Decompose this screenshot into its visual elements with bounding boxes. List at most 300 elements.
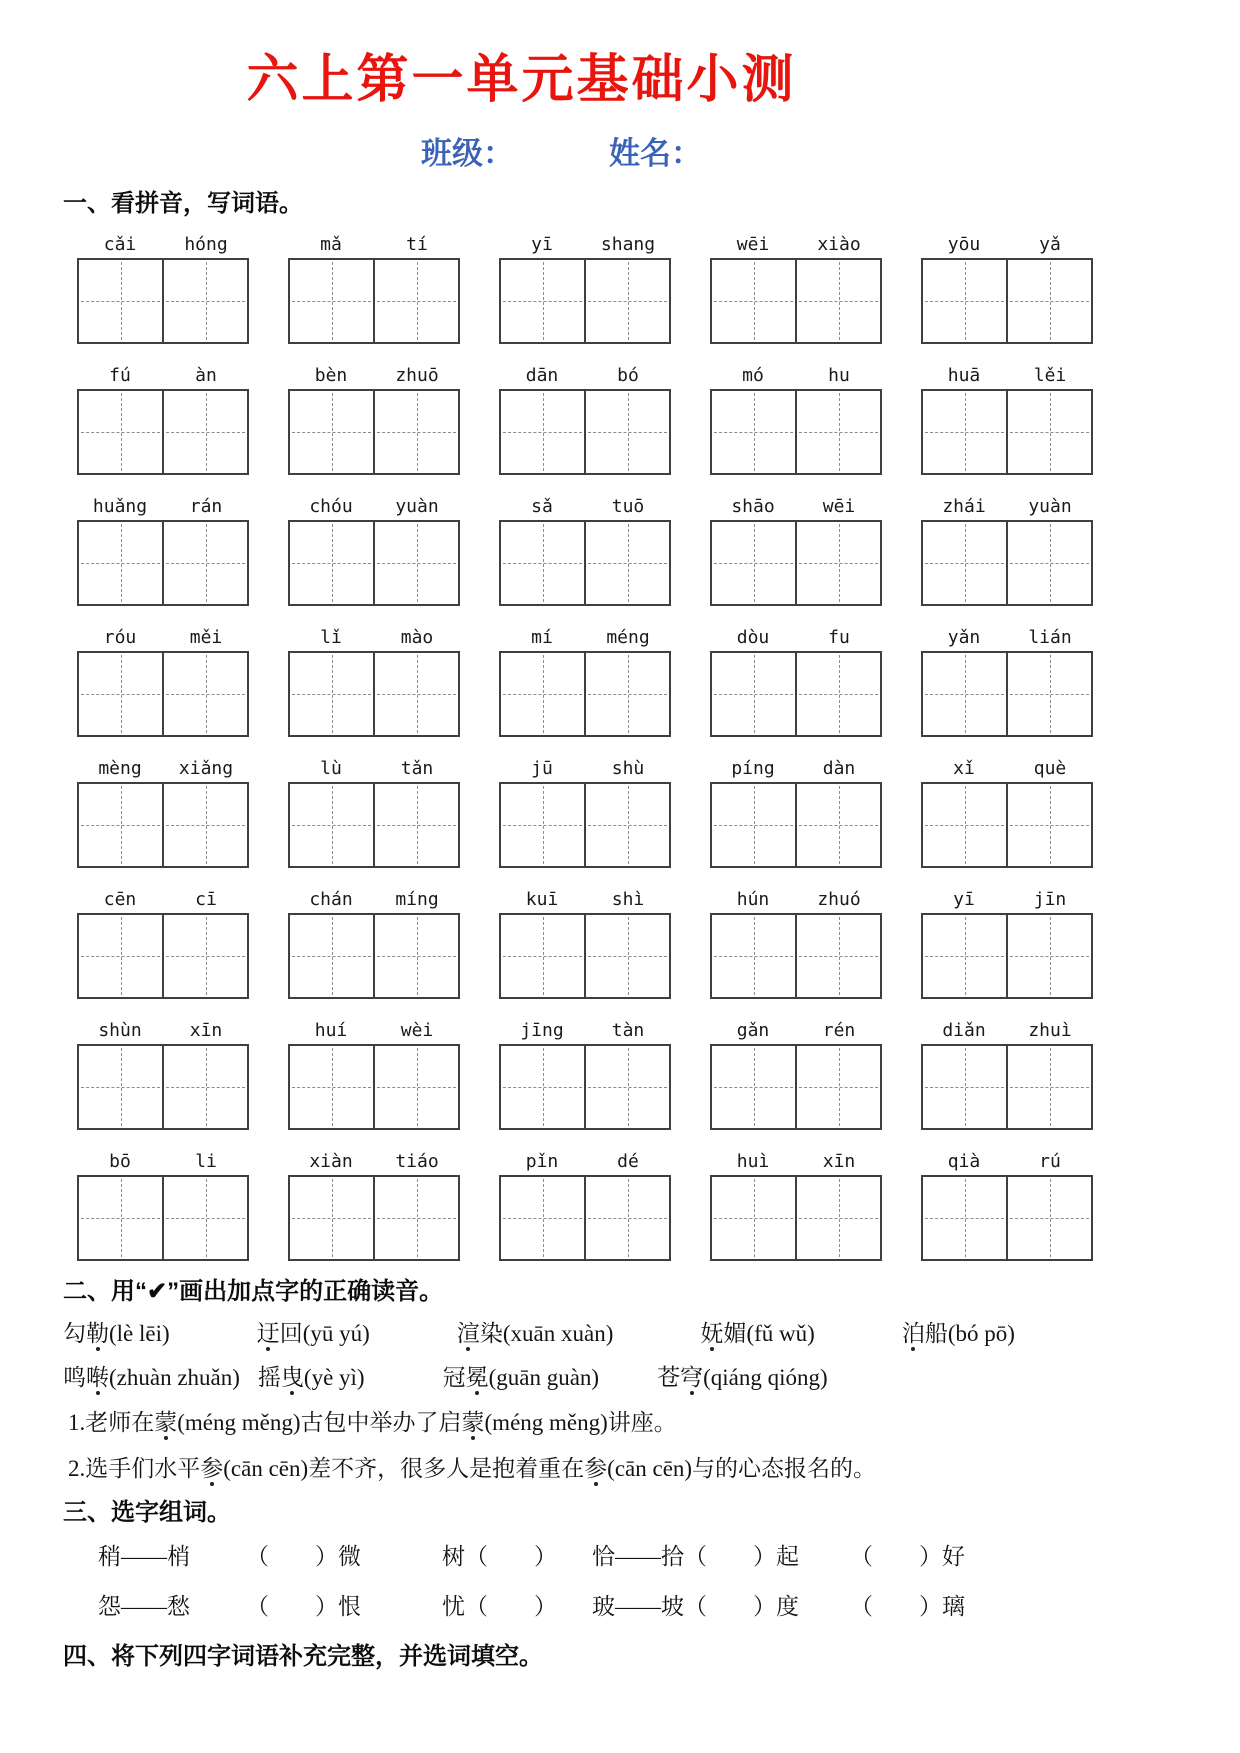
pinyin-word-item bbox=[288, 883, 460, 999]
writing-cell bbox=[290, 653, 373, 735]
pinyin-word-item bbox=[77, 621, 249, 737]
pinyin-syllable: róu bbox=[103, 626, 137, 648]
pinyin-label bbox=[288, 621, 460, 648]
writing-cell bbox=[162, 391, 247, 473]
character-choice-item: 怨——愁 bbox=[98, 1594, 190, 1620]
pinyin-syllable: yǎn bbox=[947, 626, 981, 648]
pinyin-label bbox=[499, 228, 671, 255]
writing-cell bbox=[373, 522, 458, 604]
pinyin-label bbox=[288, 752, 460, 779]
writing-box bbox=[288, 782, 460, 868]
writing-cell bbox=[162, 1046, 247, 1128]
pinyin-word-item bbox=[288, 752, 460, 868]
writing-cell bbox=[712, 653, 795, 735]
pinyin-syllable: yuàn bbox=[395, 495, 439, 517]
pinyin-word-item bbox=[288, 490, 460, 606]
text-segment: 冠 bbox=[442, 1365, 466, 1391]
writing-cell bbox=[79, 915, 162, 997]
writing-box bbox=[921, 389, 1093, 475]
text-segment: 勾 bbox=[63, 1320, 86, 1346]
pinyin-word-item bbox=[710, 490, 882, 606]
writing-cell bbox=[162, 1177, 247, 1259]
pinyin-grid-row bbox=[77, 1145, 1093, 1261]
character-choice-item: 恰——拾（ ）起 bbox=[592, 1543, 799, 1569]
pinyin-syllable: xiào bbox=[817, 233, 861, 255]
pinyin-syllable: shāo bbox=[731, 495, 775, 517]
pronunciation-choice-item bbox=[700, 1317, 814, 1352]
pinyin-label bbox=[499, 1145, 671, 1172]
text-segment: (méng měng)古包中举办了启 bbox=[177, 1409, 462, 1435]
text-segment: (méng měng)讲座。 bbox=[484, 1409, 677, 1435]
pinyin-syllable: fu bbox=[828, 626, 850, 648]
pinyin-syllable: hóng bbox=[184, 233, 228, 255]
pinyin-grid-row bbox=[77, 359, 1093, 475]
pinyin-word-item bbox=[77, 490, 249, 606]
pinyin-syllable: méng bbox=[606, 626, 650, 648]
pinyin-label bbox=[710, 752, 882, 779]
pinyin-word-item bbox=[921, 883, 1093, 999]
pinyin-word-item bbox=[288, 359, 460, 475]
writing-box bbox=[921, 651, 1093, 737]
writing-cell bbox=[1006, 522, 1091, 604]
writing-box bbox=[499, 389, 671, 475]
writing-box bbox=[710, 1175, 882, 1261]
writing-cell bbox=[373, 260, 458, 342]
pinyin-label bbox=[921, 1014, 1093, 1041]
writing-cell bbox=[923, 915, 1006, 997]
writing-box bbox=[710, 913, 882, 999]
pinyin-syllable: zhuì bbox=[1028, 1019, 1072, 1041]
pinyin-syllable: bō bbox=[109, 1150, 131, 1172]
pinyin-word-item bbox=[499, 1145, 671, 1261]
pinyin-syllable: yuàn bbox=[1028, 495, 1072, 517]
writing-cell bbox=[290, 1177, 373, 1259]
pinyin-syllable: li bbox=[195, 1150, 217, 1172]
pinyin-syllable: rú bbox=[1039, 1150, 1061, 1172]
pinyin-syllable: mó bbox=[742, 364, 764, 386]
pinyin-word-item bbox=[921, 752, 1093, 868]
writing-cell bbox=[1006, 260, 1091, 342]
pinyin-word-item bbox=[288, 621, 460, 737]
writing-cell bbox=[584, 1177, 669, 1259]
writing-cell bbox=[79, 260, 162, 342]
pinyin-word-item bbox=[710, 228, 882, 344]
pinyin-label bbox=[77, 490, 249, 517]
pinyin-syllable: bèn bbox=[314, 364, 348, 386]
writing-cell bbox=[795, 1046, 880, 1128]
pinyin-label bbox=[499, 883, 671, 910]
writing-box bbox=[921, 782, 1093, 868]
writing-cell bbox=[1006, 784, 1091, 866]
writing-box bbox=[288, 258, 460, 344]
pinyin-syllable: jīng bbox=[520, 1019, 564, 1041]
writing-cell bbox=[923, 522, 1006, 604]
pinyin-syllable: wēi bbox=[822, 495, 856, 517]
writing-cell bbox=[79, 653, 162, 735]
writing-cell bbox=[923, 784, 1006, 866]
pronunciation-sentences bbox=[63, 1406, 1180, 1487]
text-segment: 1.老师在 bbox=[68, 1409, 155, 1435]
pinyin-syllable: lǐ bbox=[320, 626, 342, 648]
pinyin-syllable: hu bbox=[828, 364, 850, 386]
writing-cell bbox=[373, 915, 458, 997]
section-1-heading: 一、看拼音，写词语。 bbox=[63, 190, 303, 218]
text-segment: (fǔ wǔ) bbox=[746, 1320, 815, 1346]
pinyin-word-item bbox=[710, 621, 882, 737]
pinyin-syllable: àn bbox=[195, 364, 217, 386]
pinyin-word-item bbox=[710, 359, 882, 475]
pinyin-syllable: xǐ bbox=[953, 757, 975, 779]
writing-cell bbox=[923, 260, 1006, 342]
pinyin-syllable: chóu bbox=[309, 495, 353, 517]
pinyin-label bbox=[710, 621, 882, 648]
dotted-character: 冕 bbox=[465, 1365, 489, 1391]
writing-cell bbox=[584, 391, 669, 473]
pinyin-syllable: mào bbox=[400, 626, 434, 648]
pinyin-word-item bbox=[499, 883, 671, 999]
writing-cell bbox=[795, 915, 880, 997]
text-segment: (yè yì) bbox=[303, 1365, 365, 1391]
pinyin-word-item bbox=[288, 1014, 460, 1130]
pinyin-word-item bbox=[499, 1014, 671, 1130]
dotted-character: 泊 bbox=[901, 1320, 925, 1346]
pinyin-label bbox=[921, 359, 1093, 386]
pinyin-word-item bbox=[921, 359, 1093, 475]
pinyin-syllable: dān bbox=[525, 364, 559, 386]
writing-cell bbox=[795, 784, 880, 866]
writing-box bbox=[499, 782, 671, 868]
writing-box bbox=[499, 913, 671, 999]
writing-box bbox=[499, 258, 671, 344]
pinyin-label bbox=[77, 1145, 249, 1172]
pronunciation-sentence bbox=[63, 1406, 1180, 1441]
pinyin-syllable: míng bbox=[395, 888, 439, 910]
pinyin-word-item bbox=[77, 1145, 249, 1261]
pinyin-syllable: tiáo bbox=[395, 1150, 439, 1172]
pinyin-syllable: tuō bbox=[611, 495, 645, 517]
pinyin-label bbox=[288, 490, 460, 517]
text-segment: 船 bbox=[924, 1320, 948, 1346]
writing-cell bbox=[923, 1177, 1006, 1259]
text-segment: (qiáng qióng) bbox=[703, 1365, 828, 1391]
writing-box bbox=[288, 913, 460, 999]
pinyin-syllable: què bbox=[1033, 757, 1067, 779]
text-segment: (bó pō) bbox=[947, 1320, 1015, 1346]
writing-cell bbox=[290, 784, 373, 866]
writing-box bbox=[77, 389, 249, 475]
writing-cell bbox=[1006, 915, 1091, 997]
pinyin-syllable: pǐn bbox=[525, 1150, 559, 1172]
pinyin-label bbox=[77, 752, 249, 779]
character-choice-item: （ ）微 bbox=[246, 1543, 361, 1569]
dotted-character: 蒙 bbox=[154, 1409, 178, 1435]
character-choice-item: （ ）好 bbox=[850, 1543, 965, 1569]
character-choice-item: 树（ ） bbox=[442, 1543, 557, 1569]
pinyin-syllable: cǎi bbox=[103, 233, 137, 255]
writing-box bbox=[499, 1044, 671, 1130]
writing-box bbox=[499, 651, 671, 737]
writing-cell bbox=[290, 522, 373, 604]
text-segment: (cān cēn)差不齐，很多人是抱着重在 bbox=[223, 1456, 585, 1482]
pinyin-grid-row bbox=[77, 228, 1093, 344]
writing-cell bbox=[584, 260, 669, 342]
pinyin-syllable: hún bbox=[736, 888, 770, 910]
pinyin-syllable: mǎ bbox=[320, 233, 342, 255]
writing-cell bbox=[923, 653, 1006, 735]
writing-cell bbox=[290, 1046, 373, 1128]
pinyin-word-item bbox=[499, 621, 671, 737]
writing-cell bbox=[923, 391, 1006, 473]
pinyin-label bbox=[499, 1014, 671, 1041]
writing-cell bbox=[79, 1177, 162, 1259]
writing-cell bbox=[1006, 391, 1091, 473]
writing-box bbox=[77, 782, 249, 868]
pinyin-label bbox=[921, 883, 1093, 910]
writing-box bbox=[921, 1044, 1093, 1130]
pinyin-syllable: fú bbox=[109, 364, 131, 386]
text-segment: (zhuàn zhuǎn) bbox=[109, 1365, 240, 1391]
worksheet-title: 六上第一单元基础小测 bbox=[246, 51, 797, 109]
dotted-character: 啭 bbox=[86, 1365, 109, 1391]
pronunciation-choice-item bbox=[443, 1361, 600, 1396]
writing-cell bbox=[373, 391, 458, 473]
writing-box bbox=[921, 520, 1093, 606]
text-segment: 回 bbox=[279, 1320, 303, 1346]
writing-cell bbox=[162, 522, 247, 604]
pronunciation-choice-item bbox=[63, 1317, 170, 1352]
pinyin-label bbox=[710, 1014, 882, 1041]
writing-cell bbox=[79, 1046, 162, 1128]
pinyin-syllable: zhái bbox=[942, 495, 986, 517]
pinyin-label bbox=[77, 621, 249, 648]
phrase-line-1 bbox=[63, 1317, 1015, 1352]
pinyin-syllable: wèi bbox=[400, 1019, 434, 1041]
dotted-character: 蒙 bbox=[461, 1409, 485, 1435]
pronunciation-choice-item bbox=[457, 1317, 614, 1352]
pinyin-label bbox=[710, 359, 882, 386]
character-choice-item: （ ）璃 bbox=[850, 1594, 965, 1620]
character-choice-item: （ ）恨 bbox=[246, 1594, 361, 1620]
pinyin-label bbox=[710, 883, 882, 910]
dotted-character: 渲 bbox=[456, 1320, 480, 1346]
writing-cell bbox=[1006, 1046, 1091, 1128]
writing-box bbox=[921, 258, 1093, 344]
pinyin-label bbox=[710, 228, 882, 255]
character-choice-row bbox=[63, 1540, 1180, 1575]
writing-box bbox=[710, 258, 882, 344]
pronunciation-choice-item bbox=[257, 1317, 370, 1352]
pinyin-grid-row bbox=[77, 752, 1093, 868]
dotted-character: 穹 bbox=[680, 1365, 704, 1391]
text-segment: (guān guàn) bbox=[488, 1365, 600, 1391]
pinyin-syllable: huì bbox=[736, 1150, 770, 1172]
pinyin-syllable: dé bbox=[617, 1150, 639, 1172]
pinyin-label bbox=[77, 883, 249, 910]
pinyin-word-item bbox=[921, 228, 1093, 344]
pinyin-syllable: sǎ bbox=[531, 495, 553, 517]
pinyin-syllable: cēn bbox=[103, 888, 137, 910]
writing-box bbox=[499, 520, 671, 606]
pinyin-label bbox=[921, 621, 1093, 648]
dotted-character: 曳 bbox=[280, 1365, 304, 1391]
pinyin-syllable: xiàn bbox=[309, 1150, 353, 1172]
pinyin-syllable: lián bbox=[1028, 626, 1072, 648]
writing-box bbox=[288, 1175, 460, 1261]
pinyin-label bbox=[499, 490, 671, 517]
pinyin-word-item bbox=[77, 752, 249, 868]
writing-cell bbox=[162, 784, 247, 866]
text-segment: 染 bbox=[479, 1320, 503, 1346]
writing-box bbox=[77, 1044, 249, 1130]
pinyin-syllable: jū bbox=[531, 757, 553, 779]
pinyin-grid-row bbox=[77, 490, 1093, 606]
writing-cell bbox=[1006, 653, 1091, 735]
pinyin-syllable: zhuó bbox=[817, 888, 861, 910]
pinyin-syllable: tí bbox=[406, 233, 428, 255]
writing-cell bbox=[584, 653, 669, 735]
writing-cell bbox=[373, 1046, 458, 1128]
pinyin-word-item bbox=[77, 1014, 249, 1130]
pinyin-syllable: yī bbox=[531, 233, 553, 255]
writing-cell bbox=[162, 915, 247, 997]
pinyin-syllable: bó bbox=[617, 364, 639, 386]
dotted-character: 参 bbox=[584, 1456, 608, 1482]
pinyin-word-item bbox=[710, 752, 882, 868]
writing-box bbox=[77, 1175, 249, 1261]
phrase-line-2 bbox=[63, 1361, 1180, 1396]
writing-box bbox=[288, 520, 460, 606]
pinyin-syllable: rén bbox=[822, 1019, 856, 1041]
name-field-label: 姓名： bbox=[609, 136, 702, 172]
pinyin-syllable: zhuō bbox=[395, 364, 439, 386]
pronunciation-sentence bbox=[63, 1452, 1180, 1487]
text-segment: 摇 bbox=[257, 1365, 281, 1391]
writing-cell bbox=[795, 1177, 880, 1259]
writing-cell bbox=[584, 915, 669, 997]
text-segment: 2.选手们水平 bbox=[68, 1456, 201, 1482]
section-2-heading: 二、用“✔”画出加点字的正确读音。 bbox=[63, 1277, 444, 1305]
text-segment: (yū yú) bbox=[302, 1320, 370, 1346]
character-choice-rows bbox=[63, 1540, 1180, 1625]
name-line bbox=[3, 135, 1120, 172]
pinyin-label bbox=[288, 883, 460, 910]
pinyin-syllable: dàn bbox=[822, 757, 856, 779]
writing-cell bbox=[712, 1046, 795, 1128]
text-segment: 媚 bbox=[723, 1320, 747, 1346]
writing-cell bbox=[712, 915, 795, 997]
writing-cell bbox=[162, 260, 247, 342]
section-3-heading: 三、选字组词。 bbox=[63, 1498, 231, 1526]
writing-box bbox=[77, 520, 249, 606]
pinyin-grid-row bbox=[77, 883, 1093, 999]
dotted-character: 迂 bbox=[256, 1320, 280, 1346]
pinyin-syllable: yōu bbox=[947, 233, 981, 255]
pinyin-syllable: yī bbox=[953, 888, 975, 910]
writing-cell bbox=[795, 522, 880, 604]
pinyin-syllable: xiǎng bbox=[178, 757, 234, 779]
pinyin-syllable: shùn bbox=[98, 1019, 142, 1041]
pinyin-syllable: cī bbox=[195, 888, 217, 910]
pinyin-word-item bbox=[499, 752, 671, 868]
writing-box bbox=[710, 782, 882, 868]
writing-box bbox=[710, 389, 882, 475]
pronunciation-choice-item bbox=[657, 1361, 828, 1396]
pinyin-syllable: mèng bbox=[98, 757, 142, 779]
writing-cell bbox=[373, 653, 458, 735]
writing-cell bbox=[501, 522, 584, 604]
writing-cell bbox=[79, 522, 162, 604]
pinyin-label bbox=[288, 1145, 460, 1172]
writing-cell bbox=[795, 260, 880, 342]
pinyin-label bbox=[77, 228, 249, 255]
writing-box bbox=[288, 389, 460, 475]
writing-cell bbox=[290, 915, 373, 997]
writing-box bbox=[710, 520, 882, 606]
character-choice-item: 稍——梢 bbox=[98, 1543, 190, 1569]
writing-cell bbox=[501, 1046, 584, 1128]
pinyin-syllable: měi bbox=[189, 626, 223, 648]
pinyin-word-item bbox=[921, 1145, 1093, 1261]
pinyin-syllable: yǎ bbox=[1039, 233, 1061, 255]
writing-cell bbox=[79, 784, 162, 866]
pinyin-syllable: jīn bbox=[1033, 888, 1067, 910]
pinyin-label bbox=[710, 490, 882, 517]
writing-box bbox=[921, 913, 1093, 999]
dotted-character: 参 bbox=[200, 1456, 224, 1482]
writing-cell bbox=[373, 784, 458, 866]
writing-cell bbox=[712, 1177, 795, 1259]
pinyin-word-item bbox=[499, 228, 671, 344]
pinyin-word-grid bbox=[77, 228, 1093, 1261]
character-choice-item: 忧（ ） bbox=[442, 1594, 557, 1620]
pronunciation-choice-item bbox=[258, 1361, 365, 1396]
pinyin-word-item bbox=[288, 1145, 460, 1261]
pinyin-word-item bbox=[710, 1145, 882, 1261]
pinyin-syllable: shù bbox=[611, 757, 645, 779]
writing-cell bbox=[501, 260, 584, 342]
pinyin-label bbox=[288, 359, 460, 386]
pinyin-syllable: huā bbox=[947, 364, 981, 386]
character-choice-item: 玻——坡（ ）度 bbox=[592, 1594, 799, 1620]
pinyin-word-item bbox=[77, 228, 249, 344]
pinyin-syllable: huí bbox=[314, 1019, 348, 1041]
text-segment: 鸣 bbox=[63, 1365, 86, 1391]
writing-cell bbox=[795, 391, 880, 473]
writing-cell bbox=[501, 915, 584, 997]
pinyin-syllable: chán bbox=[309, 888, 353, 910]
writing-box bbox=[77, 258, 249, 344]
pinyin-word-item bbox=[288, 228, 460, 344]
writing-box bbox=[77, 651, 249, 737]
pronunciation-choice-item bbox=[902, 1317, 1015, 1352]
pinyin-syllable: qià bbox=[947, 1150, 981, 1172]
pinyin-grid-row bbox=[77, 1014, 1093, 1130]
text-segment: (xuān xuàn) bbox=[502, 1320, 614, 1346]
writing-cell bbox=[923, 1046, 1006, 1128]
pinyin-label bbox=[499, 621, 671, 648]
pinyin-word-item bbox=[921, 621, 1093, 737]
writing-box bbox=[288, 1044, 460, 1130]
writing-cell bbox=[712, 784, 795, 866]
pronunciation-choice-item bbox=[63, 1361, 240, 1396]
pinyin-label bbox=[710, 1145, 882, 1172]
text-segment: 苍 bbox=[657, 1365, 681, 1391]
pinyin-syllable: shì bbox=[611, 888, 645, 910]
writing-cell bbox=[501, 391, 584, 473]
pinyin-syllable: dòu bbox=[736, 626, 770, 648]
pinyin-word-item bbox=[77, 359, 249, 475]
writing-box bbox=[77, 913, 249, 999]
